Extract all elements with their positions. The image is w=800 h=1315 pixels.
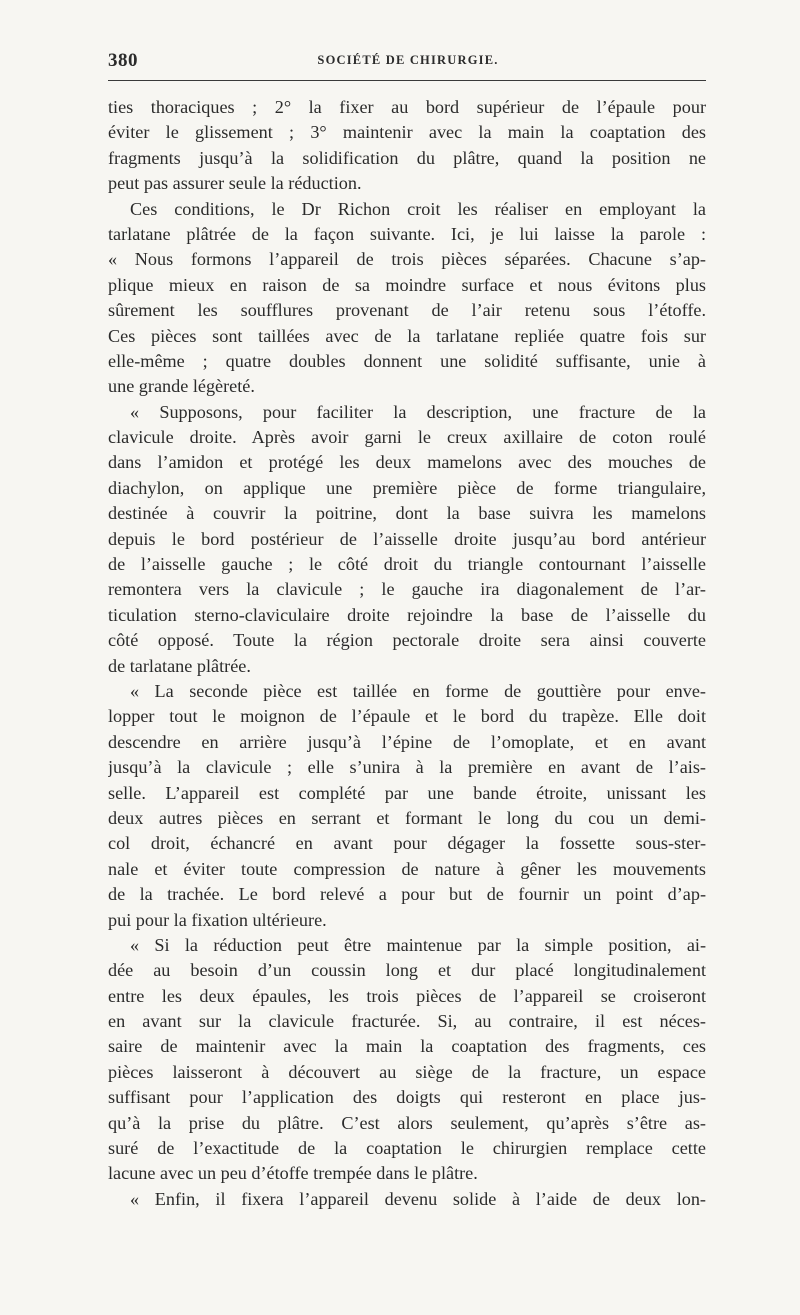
text-line: « Nous formons l’appareil de trois pièces séparées. Chacune s’ap- <box>108 249 706 270</box>
text-line: deux autres pièces en serrant et formant le long du cou un demi- <box>108 807 706 828</box>
text-line: entre les deux épaules, les trois pièces de l’appareil se croiseront <box>108 985 706 1006</box>
text-line: qu’à la prise du plâtre. C’est alors seulement, qu’après s’être as- <box>108 1112 706 1133</box>
text-line: Ces pièces sont taillées avec de la tarlatane repliée quatre fois sur <box>108 325 706 346</box>
text-line: « Supposons, pour faciliter la description, une fracture de la <box>130 401 706 422</box>
text-line: sûrement les soufflures provenant de l’air retenu sous l’étoffe. <box>108 300 706 321</box>
text-line: côté opposé. Toute la région pectorale droite sera ainsi couverte <box>108 630 706 651</box>
text-line: col droit, échancré en avant pour dégager la fossette sous-ster- <box>108 833 706 854</box>
text-line: remontera vers la clavicule ; le gauche ira diagonalement de l’ar- <box>108 579 706 600</box>
text-line: « Enfin, il fixera l’appareil devenu solide à l’aide de deux lon- <box>130 1188 706 1209</box>
text-line: de l’aisselle gauche ; le côté droit du triangle contournant l’aisselle <box>108 554 706 575</box>
text-line: lopper tout le moignon de l’épaule et le bord du trapèze. Elle doit <box>108 706 706 727</box>
text-line: suré de l’exactitude de la coaptation le chirurgien remplace cette <box>108 1138 706 1159</box>
text-line: suffisant pour l’application des doigts qui resteront en place jus- <box>108 1087 706 1108</box>
text-line: ticulation sterno-claviculaire droite rejoindre la base de l’aisselle du <box>108 604 706 625</box>
text-line: Ces conditions, le Dr Richon croit les réaliser en employant la <box>130 198 706 219</box>
text-line: depuis le bord postérieur de l’aisselle droite jusqu’au bord antérieur <box>108 528 706 549</box>
running-title: SOCIÉTÉ DE CHIRURGIE. <box>317 53 499 67</box>
text-line: en avant sur la clavicule fracturée. Si, au contraire, il est néces- <box>108 1011 706 1032</box>
text-line: destinée à couvrir la poitrine, dont la base suivra les mamelons <box>108 503 706 524</box>
text-line: lacune avec un peu d’étoffe trempée dans le plâtre. <box>108 1163 478 1184</box>
text-line: tarlatane plâtrée de la façon suivante. Ici, je lui laisse la parole : <box>108 223 706 244</box>
text-line: de tarlatane plâtrée. <box>108 655 251 676</box>
body-text <box>108 95 706 1212</box>
text-line: diachylon, on applique une première pièce de forme triangulaire, <box>108 477 706 498</box>
text-line: une grande légèreté. <box>108 376 255 397</box>
text-line: dée au besoin d’un coussin long et dur placé longitudinalement <box>108 960 706 981</box>
text-line: elle-même ; quatre doubles donnent une solidité suffisante, unie à <box>108 350 706 371</box>
text-line: plique mieux en raison de sa moindre surface et nous évitons plus <box>108 274 706 295</box>
text-line: fragments jusqu’à la solidification du plâtre, quand la position ne <box>108 147 706 168</box>
text-line: saire de maintenir avec la main la coaptation des fragments, ces <box>108 1036 706 1057</box>
text-line: pièces laisseront à découvert au siège de la fracture, un espace <box>108 1061 706 1082</box>
text-line: « Si la réduction peut être maintenue par la simple position, ai- <box>130 934 706 955</box>
page-header <box>108 50 708 72</box>
text-line: descendre en arrière jusqu’à l’épine de l’omoplate, et en avant <box>108 731 706 752</box>
text-line: de la trachée. Le bord relevé a pour but de fournir un point d’ap- <box>108 884 706 905</box>
header-rule <box>108 80 706 81</box>
text-line: ties thoraciques ; 2° la fixer au bord supérieur de l’épaule pour <box>108 97 706 117</box>
text-line: jusqu’à la clavicule ; elle s’unira à la première en avant de l’ais- <box>108 757 706 778</box>
text-line: éviter le glissement ; 3° maintenir avec la main la coaptation des <box>108 122 706 143</box>
text-line: dans l’amidon et protégé les deux mamelons avec des mouches de <box>108 452 706 473</box>
text-line: « La seconde pièce est taillée en forme de gouttière pour enve- <box>130 680 706 701</box>
page-number: 380 <box>108 50 138 71</box>
text-line: nale et éviter toute compression de nature à gêner les mouvements <box>108 858 706 879</box>
text-line: clavicule droite. Après avoir garni le creux axillaire de coton roulé <box>108 427 706 448</box>
text-line: pui pour la fixation ultérieure. <box>108 909 327 930</box>
text-line: peut pas assurer seule la réduction. <box>108 173 362 194</box>
text-line: selle. L’appareil est complété par une bande étroite, unissant les <box>108 782 706 803</box>
